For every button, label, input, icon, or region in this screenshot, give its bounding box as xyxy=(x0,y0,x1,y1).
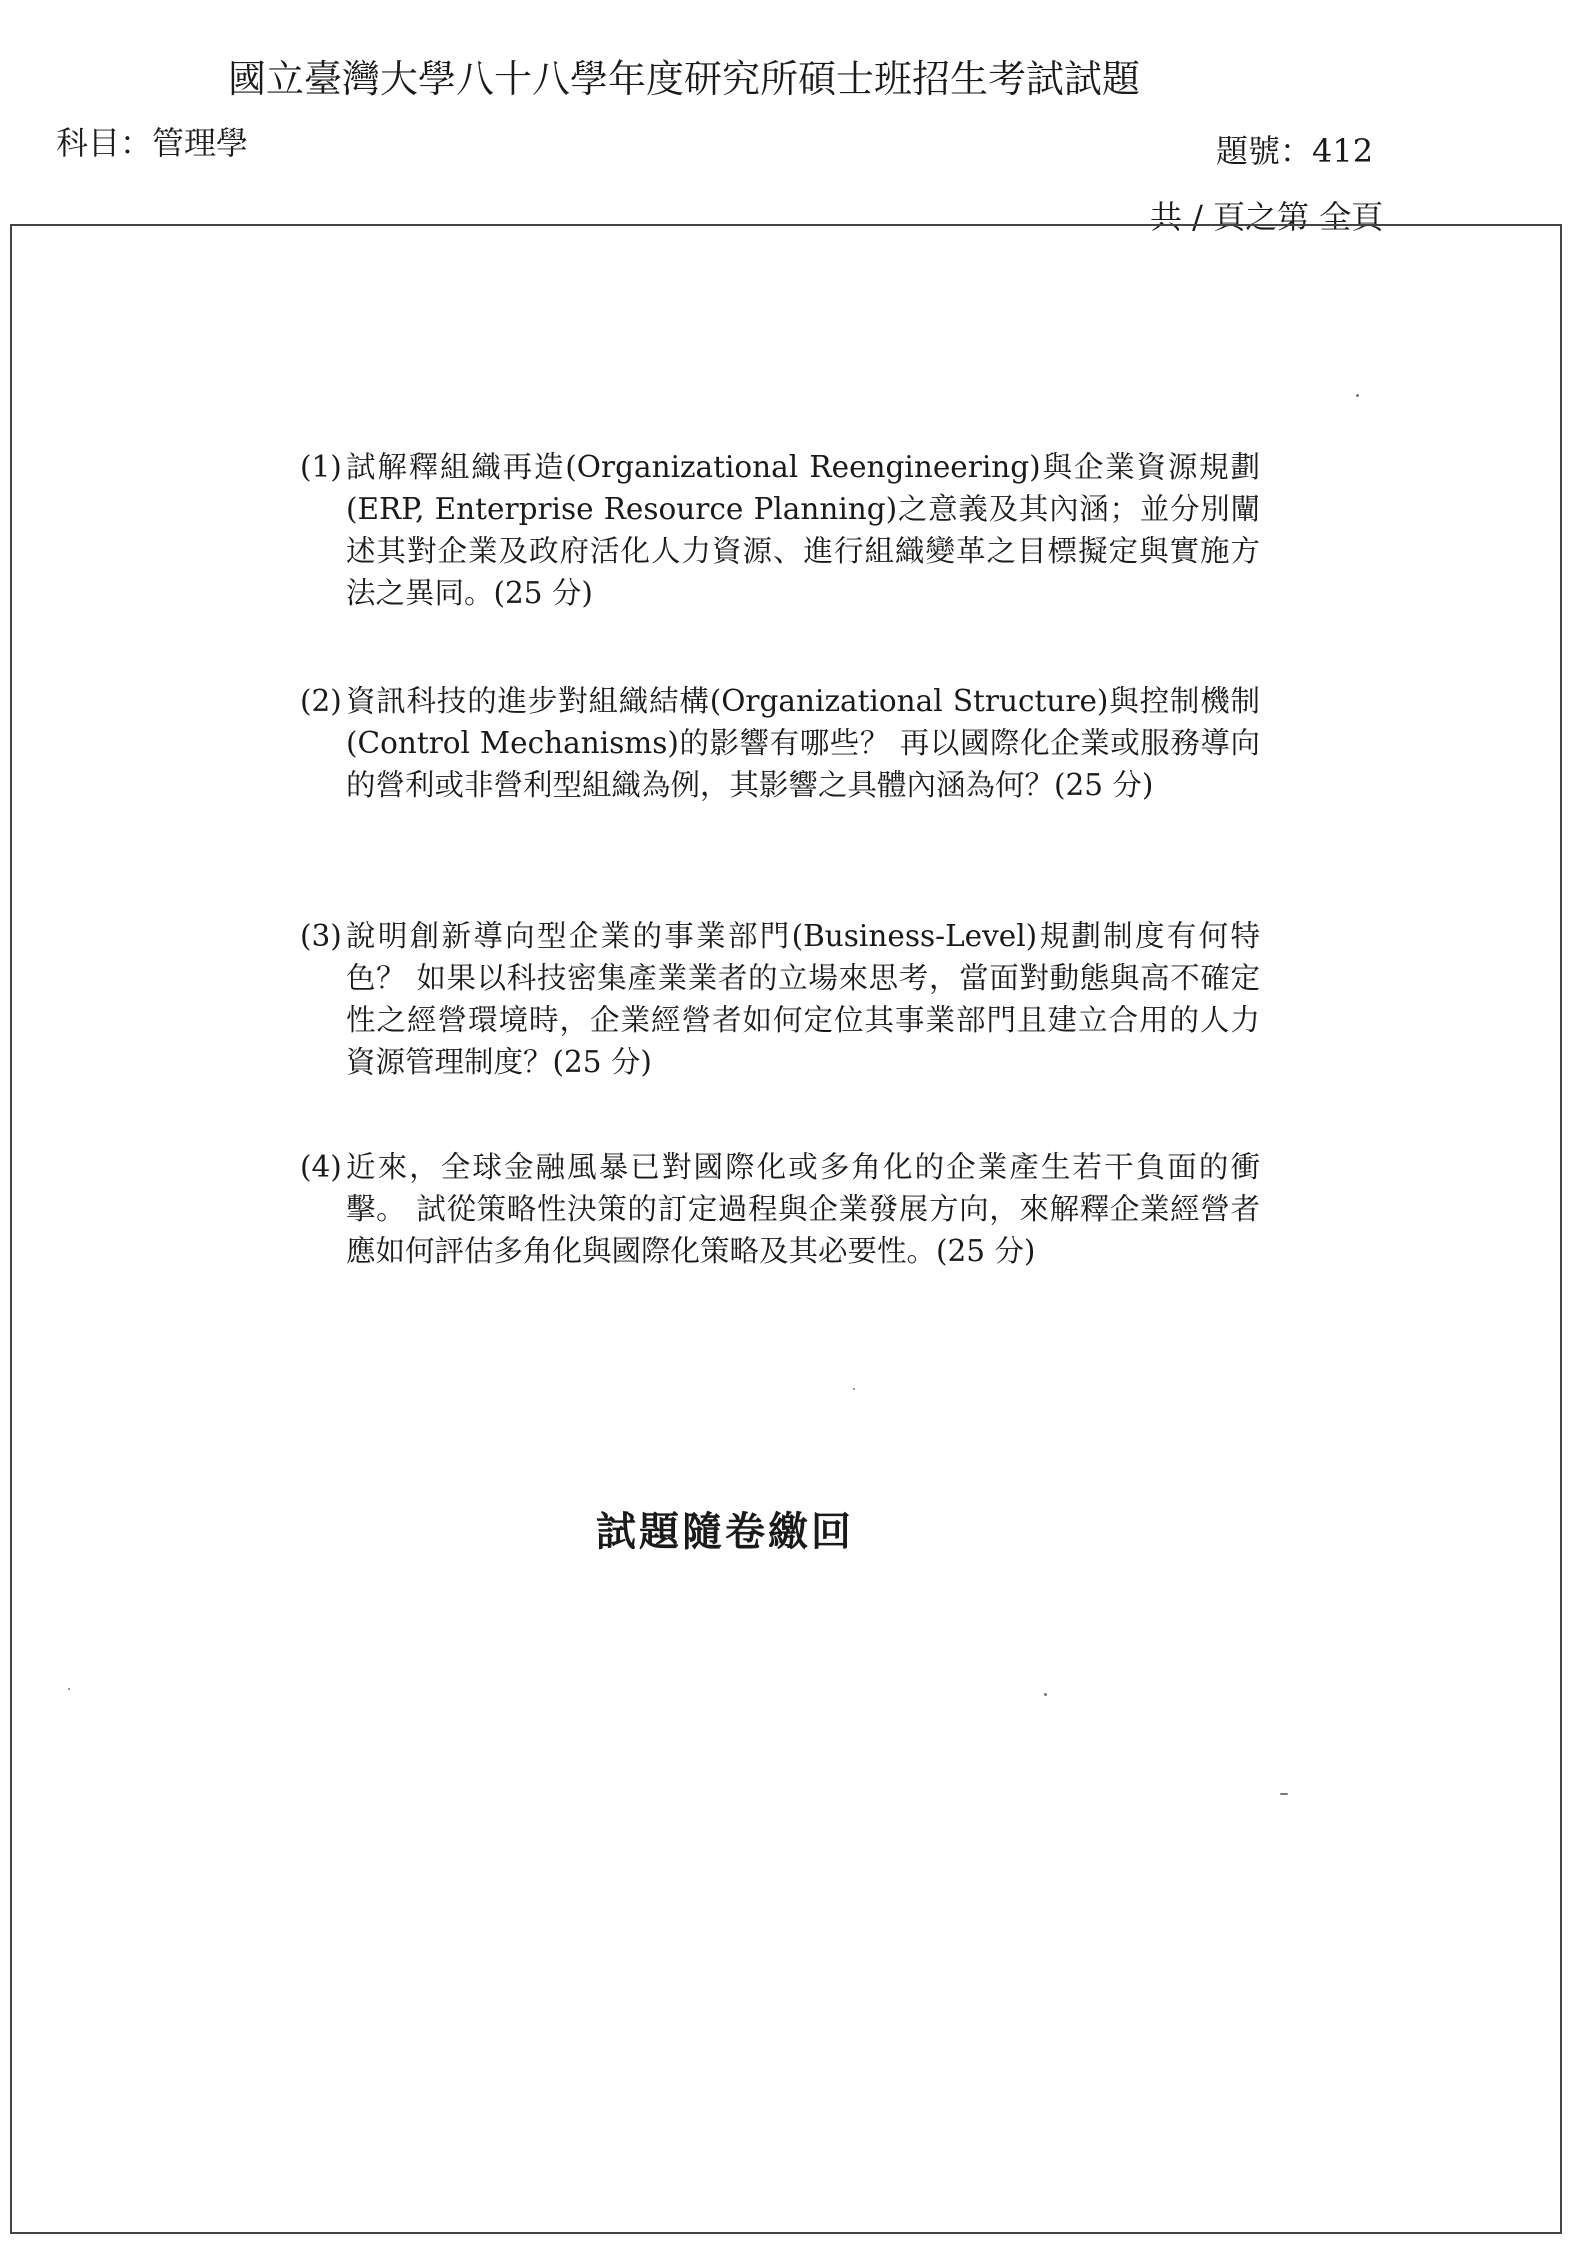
scan-speck xyxy=(1044,1693,1047,1696)
scan-speck xyxy=(853,1388,855,1390)
scan-speck xyxy=(1356,394,1359,397)
scan-speck xyxy=(1280,1793,1288,1795)
question-number: 題號：412 xyxy=(1216,132,1374,170)
question-number-label: (1) xyxy=(300,450,342,484)
question-text: 試解釋組織再造(Organizational Reengineering)與企業資源規劃(ERP, Enterprise Resource Planning)之意義及其內涵；並分別闡述其對企業及政府活化人力資源、進行組織變革之目標擬定與實施方法之異同。(25 分) xyxy=(346,450,1260,610)
question-3 xyxy=(300,915,1260,1083)
scan-speck xyxy=(68,1688,70,1690)
question-text: 近來，全球金融風暴已對國際化或多角化的企業產生若干負面的衝擊。 試從策略性決策的訂定過程與企業發展方向，來解釋企業經營者應如何評估多角化與國際化策略及其必要性。(25 分) xyxy=(346,1150,1260,1268)
return-exam-note: 試題隨卷繳回 xyxy=(596,1508,854,1555)
question-number-label: (4) xyxy=(300,1150,342,1184)
page-info: 共 / 頁之第 全頁 xyxy=(1150,198,1384,236)
question-text: 資訊科技的進步對組織結構(Organizational Structure)與控制機制(Control Mechanisms)的影響有哪些？ 再以國際化企業或服務導向的營利或非營利型組織為例，其影響之具體內涵為何？(25 分) xyxy=(346,684,1260,802)
question-text: 說明創新導向型企業的事業部門(Business-Level)規劃制度有何特色？ 如果以科技密集產業業者的立場來思考，當面對動態與高不確定性之經營環境時，企業經營者如何定位其事業部門且建立合用的人力資源管理制度？(25 分) xyxy=(346,919,1260,1079)
question-number-label: (2) xyxy=(300,684,342,718)
question-1 xyxy=(300,446,1260,614)
question-4 xyxy=(300,1146,1260,1272)
exam-title: 國立臺灣大學八十八學年度研究所碩士班招生考試試題 xyxy=(228,57,1141,101)
question-number-label: (3) xyxy=(300,919,342,953)
subject-label: 科目：管理學 xyxy=(56,124,249,162)
question-2 xyxy=(300,680,1260,806)
